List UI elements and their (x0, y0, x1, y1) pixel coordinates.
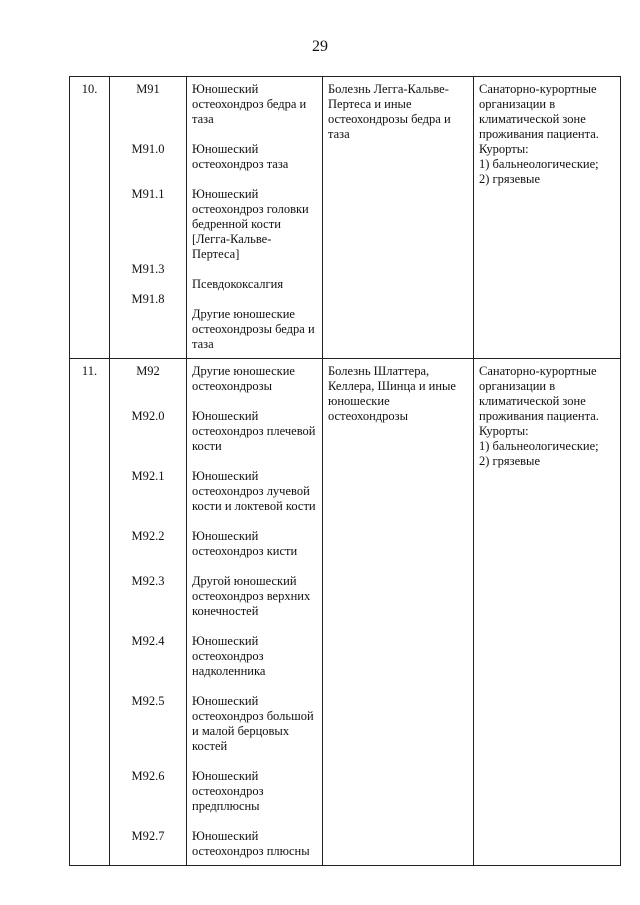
row-number: 10. (70, 77, 110, 359)
diagnosis-name (192, 694, 317, 754)
icd-code-entry (115, 292, 181, 337)
diagnosis-name-line: Юношеский (192, 142, 259, 156)
organization-line: 1) бальнеологические; (479, 157, 599, 171)
icd-code-entry (115, 634, 181, 679)
organization-line: Курорты: (479, 424, 529, 438)
organization-line: Санаторно-курортные (479, 82, 597, 96)
diagnosis-name-line: остеохондроз таза (192, 157, 289, 171)
icd-code: M92.7 (131, 829, 165, 843)
page-number: 29 (312, 38, 328, 55)
diagnosis-name-line: Юношеский (192, 769, 259, 783)
icd-code-entry (115, 142, 181, 172)
icd-code: M91.0 (131, 142, 165, 156)
diagnosis-name-line: кости и локтевой кости (192, 499, 316, 513)
table-row (70, 359, 621, 866)
disease-description-line: остеохондрозы (328, 409, 408, 423)
disease-description-line: юношеские (328, 394, 390, 408)
diagnosis-name-line: таза (192, 112, 214, 126)
disease-description-line: Болезнь Шлаттера, (328, 364, 430, 378)
diagnosis-name (192, 574, 317, 619)
diagnosis-name-line: остеохондроз верхних (192, 589, 311, 603)
disease-description-line: Болезнь Легга-Кальве- (328, 82, 449, 96)
diagnosis-name (192, 469, 317, 514)
icd-code-entry (115, 694, 181, 754)
icd-code-entry (115, 829, 181, 859)
diagnosis-name-line: остеохондрозы (192, 379, 272, 393)
diagnosis-name (192, 142, 317, 172)
diagnosis-name-line: Юношеский (192, 694, 259, 708)
diagnosis-names-cell (187, 359, 323, 866)
diagnosis-name (192, 634, 317, 679)
icd-code: M92.2 (131, 529, 165, 543)
diagnosis-name-line: костей (192, 739, 228, 753)
diagnosis-name-line: остеохондрозы бедра и (192, 322, 315, 336)
organization-line: климатической зоне (479, 112, 586, 126)
diagnosis-name-line: остеохондроз лучевой (192, 484, 310, 498)
icd-code-entry (115, 364, 181, 394)
organization-line: 2) грязевые (479, 454, 540, 468)
diagnosis-name-line: [Легга-Кальве-Пертеса] (192, 232, 272, 261)
icd-code-entry (115, 262, 181, 277)
icd-code: M92.1 (131, 469, 165, 483)
diagnosis-name-line: конечностей (192, 604, 259, 618)
disease-description-line: таза (328, 127, 350, 141)
diagnosis-name-line: Другие юношеские (192, 307, 295, 321)
diagnosis-name (192, 364, 317, 394)
icd-code: M92.0 (131, 409, 165, 423)
diagnosis-name-line: Другой юношеский (192, 574, 297, 588)
icd-code-entry (115, 409, 181, 454)
disease-description-line: Келлера, Шинца и иные (328, 379, 456, 393)
diagnosis-name-line: и малой берцовых (192, 724, 290, 738)
icd-code: M92.4 (131, 634, 165, 648)
diagnosis-name-line: Юношеский (192, 634, 259, 648)
diagnosis-name-line: предплюсны (192, 799, 260, 813)
diagnosis-name-line: таза (192, 337, 214, 351)
organization-line: организации в (479, 97, 556, 111)
diagnosis-name-line: Юношеский (192, 82, 259, 96)
organization-line: Санаторно-курортные (479, 364, 597, 378)
diagnosis-name (192, 409, 317, 454)
diagnosis-name (192, 829, 317, 859)
diagnosis-name-line: Другие юношеские (192, 364, 295, 378)
diagnosis-name-line: остеохондроз большой (192, 709, 314, 723)
diagnosis-name-line: Юношеский (192, 187, 259, 201)
diagnosis-name-line: Юношеский (192, 829, 259, 843)
diagnosis-names-cell (187, 77, 323, 359)
diagnosis-name-line: Юношеский (192, 529, 259, 543)
organization-line: 1) бальнеологические; (479, 439, 599, 453)
organization-line: Курорты: (479, 142, 529, 156)
icd-code: M91.8 (131, 292, 165, 306)
diagnosis-name-line: остеохондроз плюсны (192, 844, 310, 858)
table-row (70, 77, 621, 359)
icd-code-entry (115, 574, 181, 619)
diagnosis-name-line: кости (192, 439, 222, 453)
icd-code-entry (115, 187, 181, 247)
diagnosis-name (192, 307, 317, 352)
icd-code: M91 (136, 82, 160, 96)
diagnosis-name-line: Псевдококсалгия (192, 277, 284, 291)
organization-cell (474, 359, 621, 866)
diagnosis-name (192, 769, 317, 814)
diagnosis-name-line: Юношеский (192, 409, 259, 423)
icd-code: M91.1 (131, 187, 165, 201)
icd-code: M92.5 (131, 694, 165, 708)
diagnosis-name-line: остеохондроз бедра и (192, 97, 307, 111)
organization-cell (474, 77, 621, 359)
diagnosis-name (192, 82, 317, 127)
diagnosis-name-line: остеохондроз (192, 784, 264, 798)
icd-code: M92.6 (131, 769, 165, 783)
diagnosis-name-line: остеохондроз кисти (192, 544, 298, 558)
icd-code-entry (115, 769, 181, 814)
icd-codes-cell (110, 77, 187, 359)
diagnosis-name-line: остеохондроз плечевой (192, 424, 316, 438)
icd-code-entry (115, 469, 181, 514)
icd-code: M92 (136, 364, 160, 378)
disease-description-line: Пертеса и иные (328, 97, 412, 111)
diagnosis-name (192, 187, 317, 262)
diagnosis-name-line: Юношеский (192, 469, 259, 483)
diagnosis-name-line: остеохондроз (192, 649, 264, 663)
organization-line: 2) грязевые (479, 172, 540, 186)
organization-line: организации в (479, 379, 556, 393)
organization-line: проживания пациента. (479, 409, 599, 423)
diagnosis-name (192, 529, 317, 559)
icd-code: M92.3 (131, 574, 165, 588)
diagnosis-name-line: остеохондроз головки (192, 202, 309, 216)
icd-codes-cell (110, 359, 187, 866)
disease-description-line: остеохондрозы бедра и (328, 112, 451, 126)
icd-code-entry (115, 529, 181, 559)
disease-description-cell (323, 359, 474, 866)
organization-line: проживания пациента. (479, 127, 599, 141)
treatment-table (69, 76, 621, 866)
diagnosis-name (192, 277, 317, 292)
row-number: 11. (70, 359, 110, 866)
diagnosis-name-line: бедренной кости (192, 217, 281, 231)
disease-description-cell (323, 77, 474, 359)
diagnosis-name-line: надколенника (192, 664, 266, 678)
icd-code-entry (115, 82, 181, 127)
icd-code: M91.3 (131, 262, 165, 276)
organization-line: климатической зоне (479, 394, 586, 408)
